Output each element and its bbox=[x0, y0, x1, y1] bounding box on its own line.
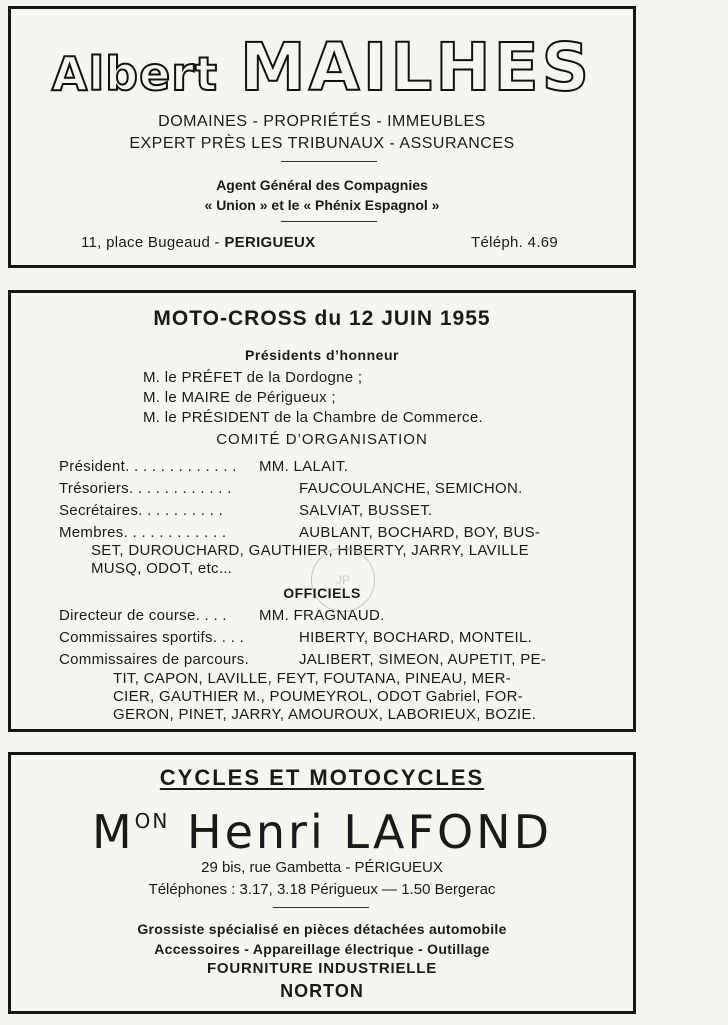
industrial-line: FOURNITURE INDUSTRIELLE bbox=[206, 960, 438, 977]
role-value: SALVIAT, BUSSET. bbox=[299, 502, 433, 519]
brand-first-name: Albert bbox=[51, 47, 218, 101]
shop-address: 29 bis, rue Gambetta - PÉRIGUEUX bbox=[201, 859, 443, 876]
agent-line: Agent Général des Compagnies bbox=[216, 177, 428, 193]
honor-line: M. le PRÉFET de la Dordogne ; bbox=[143, 369, 363, 386]
officials-heading: OFFICIELS bbox=[283, 585, 361, 601]
officials-continuation: GERON, PINET, JARRY, AMOUROUX, LABORIEUX, BOZIE. bbox=[113, 706, 537, 723]
brand-norton: NORTON bbox=[280, 981, 364, 1001]
role-value: JALIBERT, SIMEON, AUPETIT, PE- bbox=[299, 651, 547, 668]
brand-last-name: MAILHES bbox=[239, 29, 593, 106]
role-label: Commissaires de parcours. bbox=[59, 651, 250, 668]
committee-heading: COMITÉ D’ORGANISATION bbox=[216, 431, 428, 448]
expert-line: EXPERT PRÈS LES TRIBUNAUX - ASSURANCES bbox=[129, 135, 515, 152]
wholesale-line: Grossiste spécialisé en pièces détachées automobile bbox=[137, 921, 507, 937]
honor-heading: Présidents d’honneur bbox=[245, 347, 399, 363]
role-label: Président. . . . . . . . . . . . . bbox=[59, 458, 237, 475]
services-line: DOMAINES - PROPRIÉTÉS - IMMEUBLES bbox=[158, 113, 486, 130]
name-superscript: ON bbox=[134, 809, 170, 833]
divider bbox=[273, 907, 369, 908]
role-value: FAUCOULANCHE, SEMICHON. bbox=[299, 480, 523, 497]
role-label: Directeur de course. . . . bbox=[59, 607, 227, 624]
address-street: 11, place Bugeaud - bbox=[81, 234, 220, 251]
role-value: MM. LALAIT. bbox=[259, 458, 349, 475]
role-label: Secrétaires. . . . . . . . . . bbox=[59, 502, 224, 519]
shop-name bbox=[11, 805, 633, 859]
officials-continuation: TIT, CAPON, LAVILLE, FEYT, FOUTANA, PINEAU, MER- bbox=[113, 670, 512, 687]
honor-line: M. le MAIRE de Périgueux ; bbox=[143, 389, 336, 406]
address-city: PERIGUEUX bbox=[224, 234, 316, 251]
officials-continuation: CIER, GAUTHIER M., POUMEYROL, ODOT Gabriel, FOR- bbox=[113, 688, 524, 705]
role-label: Membres. . . . . . . . . . . . bbox=[59, 524, 227, 541]
divider bbox=[281, 221, 377, 222]
program-title: MOTO-CROSS du 12 JUIN 1955 bbox=[153, 307, 491, 330]
shop-category: CYCLES ET MOTOCYCLES bbox=[159, 765, 485, 790]
phone: Téléph. 4.69 bbox=[471, 234, 558, 251]
advert-lafond bbox=[8, 752, 636, 1014]
advert-mailhes bbox=[8, 6, 636, 268]
role-value: HIBERTY, BOCHARD, MONTEIL. bbox=[299, 629, 533, 646]
shop-phones: Téléphones : 3.17, 3.18 Périgueux — 1.50 Bergerac bbox=[148, 881, 496, 898]
brand-name bbox=[11, 29, 633, 106]
companies-line: « Union » et le « Phénix Espagnol » bbox=[204, 197, 440, 213]
role-label: Trésoriers. . . . . . . . . . . . bbox=[59, 480, 232, 497]
role-value: AUBLANT, BOCHARD, BOY, BUS- bbox=[299, 524, 541, 541]
role-label: Commissaires sportifs. . . . bbox=[59, 629, 245, 646]
accessories-line: Accessoires - Appareillage électrique - Outillage bbox=[154, 941, 490, 957]
motocross-program bbox=[8, 290, 636, 732]
name-prefix: M bbox=[91, 805, 135, 859]
honor-line: M. le PRÉSIDENT de la Chambre de Commerce. bbox=[143, 409, 483, 426]
owner-name: Henri LAFOND bbox=[187, 805, 553, 859]
role-value: MM. FRAGNAUD. bbox=[259, 607, 385, 624]
address bbox=[81, 234, 315, 251]
watermark-stamp: JP bbox=[311, 548, 375, 612]
members-continuation: SET, DUROUCHARD, GAUTHIER, HIBERTY, JARRY, LAVILLE bbox=[91, 542, 529, 559]
divider bbox=[281, 161, 377, 162]
members-continuation: MUSQ, ODOT, etc... bbox=[91, 560, 233, 577]
